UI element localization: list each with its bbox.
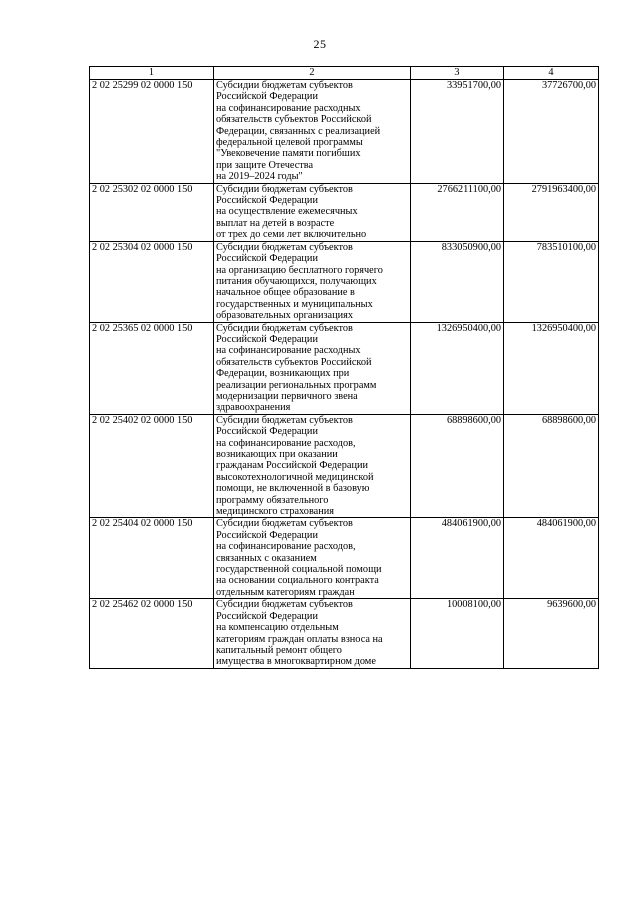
budget-classification-code: 2 02 25299 02 0000 150 (90, 80, 214, 184)
description-line: при защите Отечества (216, 159, 314, 171)
description-line: на основании социального контракта (216, 575, 379, 587)
revenue-description (214, 241, 411, 322)
amount-column-4: 783510100,00 (504, 241, 599, 322)
description-line: на 2019–2024 годы" (216, 171, 303, 183)
amount-column-4: 37726700,00 (504, 80, 599, 184)
revenue-description (214, 414, 411, 518)
budget-classification-code: 2 02 25462 02 0000 150 (90, 599, 214, 668)
description-line: выплат на детей в возрасте (216, 217, 335, 229)
column-header-3: 3 (411, 67, 504, 80)
description-line: Российской Федерации (216, 195, 318, 207)
description-line: гражданам Российской Федерации (216, 460, 368, 472)
amount-column-4: 68898600,00 (504, 414, 599, 518)
description-line: медицинского страхования (216, 506, 334, 518)
revenue-description (214, 183, 411, 241)
table-row (90, 599, 599, 668)
description-line: здравоохранения (216, 402, 291, 414)
budget-classification-code: 2 02 25404 02 0000 150 (90, 518, 214, 599)
budget-classification-code: 2 02 25402 02 0000 150 (90, 414, 214, 518)
description-line: имущества в многоквартирном доме (216, 656, 376, 668)
amount-column-3: 1326950400,00 (411, 322, 504, 414)
description-line: категориям граждан оплаты взноса на (216, 633, 383, 645)
description-line: обязательств субъектов Российской (216, 356, 372, 368)
description-line: капитальный ремонт общего (216, 644, 342, 656)
table-body (90, 80, 599, 669)
description-line: Федерации, связанных с реализацией (216, 125, 381, 137)
description-line: образовательных организациях (216, 310, 354, 322)
table-row (90, 518, 599, 599)
description-line: на софинансирование расходов, (216, 541, 356, 553)
description-line: государственной социальной помощи (216, 564, 382, 576)
table-row (90, 322, 599, 414)
description-line: Российской Федерации (216, 253, 318, 265)
description-line: на софинансирование расходов, (216, 437, 356, 449)
description-line: Российской Федерации (216, 610, 318, 622)
revenue-description (214, 322, 411, 414)
description-line: Субсидии бюджетам субъектов (216, 80, 353, 91)
amount-column-3: 33951700,00 (411, 80, 504, 184)
table-row (90, 414, 599, 518)
table-row (90, 183, 599, 241)
description-line: Субсидии бюджетам субъектов (216, 599, 353, 611)
column-header-2: 2 (214, 67, 411, 80)
amount-column-3: 68898600,00 (411, 414, 504, 518)
description-line: на софинансирование расходных (216, 345, 361, 357)
description-line: Российской Федерации (216, 333, 318, 345)
table-row (90, 241, 599, 322)
budget-classification-code: 2 02 25365 02 0000 150 (90, 322, 214, 414)
description-line: помощи, не включенной в базовую (216, 483, 370, 495)
budget-revenue-table (89, 66, 599, 669)
description-line: начальное общее образование в (216, 287, 355, 299)
description-line: Субсидии бюджетам субъектов (216, 414, 353, 426)
description-line: Российской Федерации (216, 426, 318, 438)
description-line: программу обязательного (216, 494, 329, 506)
amount-column-3: 10008100,00 (411, 599, 504, 668)
description-line: отдельным категориям граждан (216, 586, 355, 598)
description-line: Российской Федерации (216, 91, 318, 103)
description-line: Субсидии бюджетам субъектов (216, 183, 353, 195)
description-line: на осуществление ежемесячных (216, 206, 358, 218)
description-line: высокотехнологичной медицинской (216, 471, 374, 483)
column-header-1: 1 (90, 67, 214, 80)
amount-column-3: 484061900,00 (411, 518, 504, 599)
description-line: Российской Федерации (216, 529, 318, 541)
description-line: государственных и муниципальных (216, 298, 373, 310)
description-line: на компенсацию отдельным (216, 622, 339, 634)
amount-column-3: 2766211100,00 (411, 183, 504, 241)
description-line: связанных с оказанием (216, 552, 317, 564)
revenue-description (214, 80, 411, 184)
description-line: обязательств субъектов Российской (216, 114, 372, 126)
column-header-4: 4 (504, 67, 599, 80)
amount-column-4: 1326950400,00 (504, 322, 599, 414)
description-line: Субсидии бюджетам субъектов (216, 322, 353, 334)
amount-column-4: 484061900,00 (504, 518, 599, 599)
description-line: федеральной целевой программы (216, 137, 363, 149)
description-line: на организацию бесплатного горячего (216, 264, 383, 276)
description-line: Субсидии бюджетам субъектов (216, 241, 353, 253)
amount-column-4: 9639600,00 (504, 599, 599, 668)
budget-classification-code: 2 02 25302 02 0000 150 (90, 183, 214, 241)
description-line: "Увековечение памяти погибших (216, 148, 361, 160)
description-line: модернизации первичного звена (216, 390, 358, 402)
revenue-description (214, 599, 411, 668)
description-line: реализации региональных программ (216, 379, 377, 391)
description-line: Федерации, возникающих при (216, 368, 350, 380)
revenue-description (214, 518, 411, 599)
amount-column-4: 2791963400,00 (504, 183, 599, 241)
amount-column-3: 833050900,00 (411, 241, 504, 322)
description-line: возникающих при оказании (216, 449, 338, 460)
table-row (90, 80, 599, 184)
description-line: на софинансирование расходных (216, 102, 361, 114)
budget-classification-code: 2 02 25304 02 0000 150 (90, 241, 214, 322)
description-line: от трех до семи лет включительно (216, 229, 367, 241)
description-line: питания обучающихся, получающих (216, 275, 377, 287)
page-number: 25 (313, 37, 327, 51)
table-header-row (90, 67, 599, 80)
description-line: Субсидии бюджетам субъектов (216, 518, 353, 530)
